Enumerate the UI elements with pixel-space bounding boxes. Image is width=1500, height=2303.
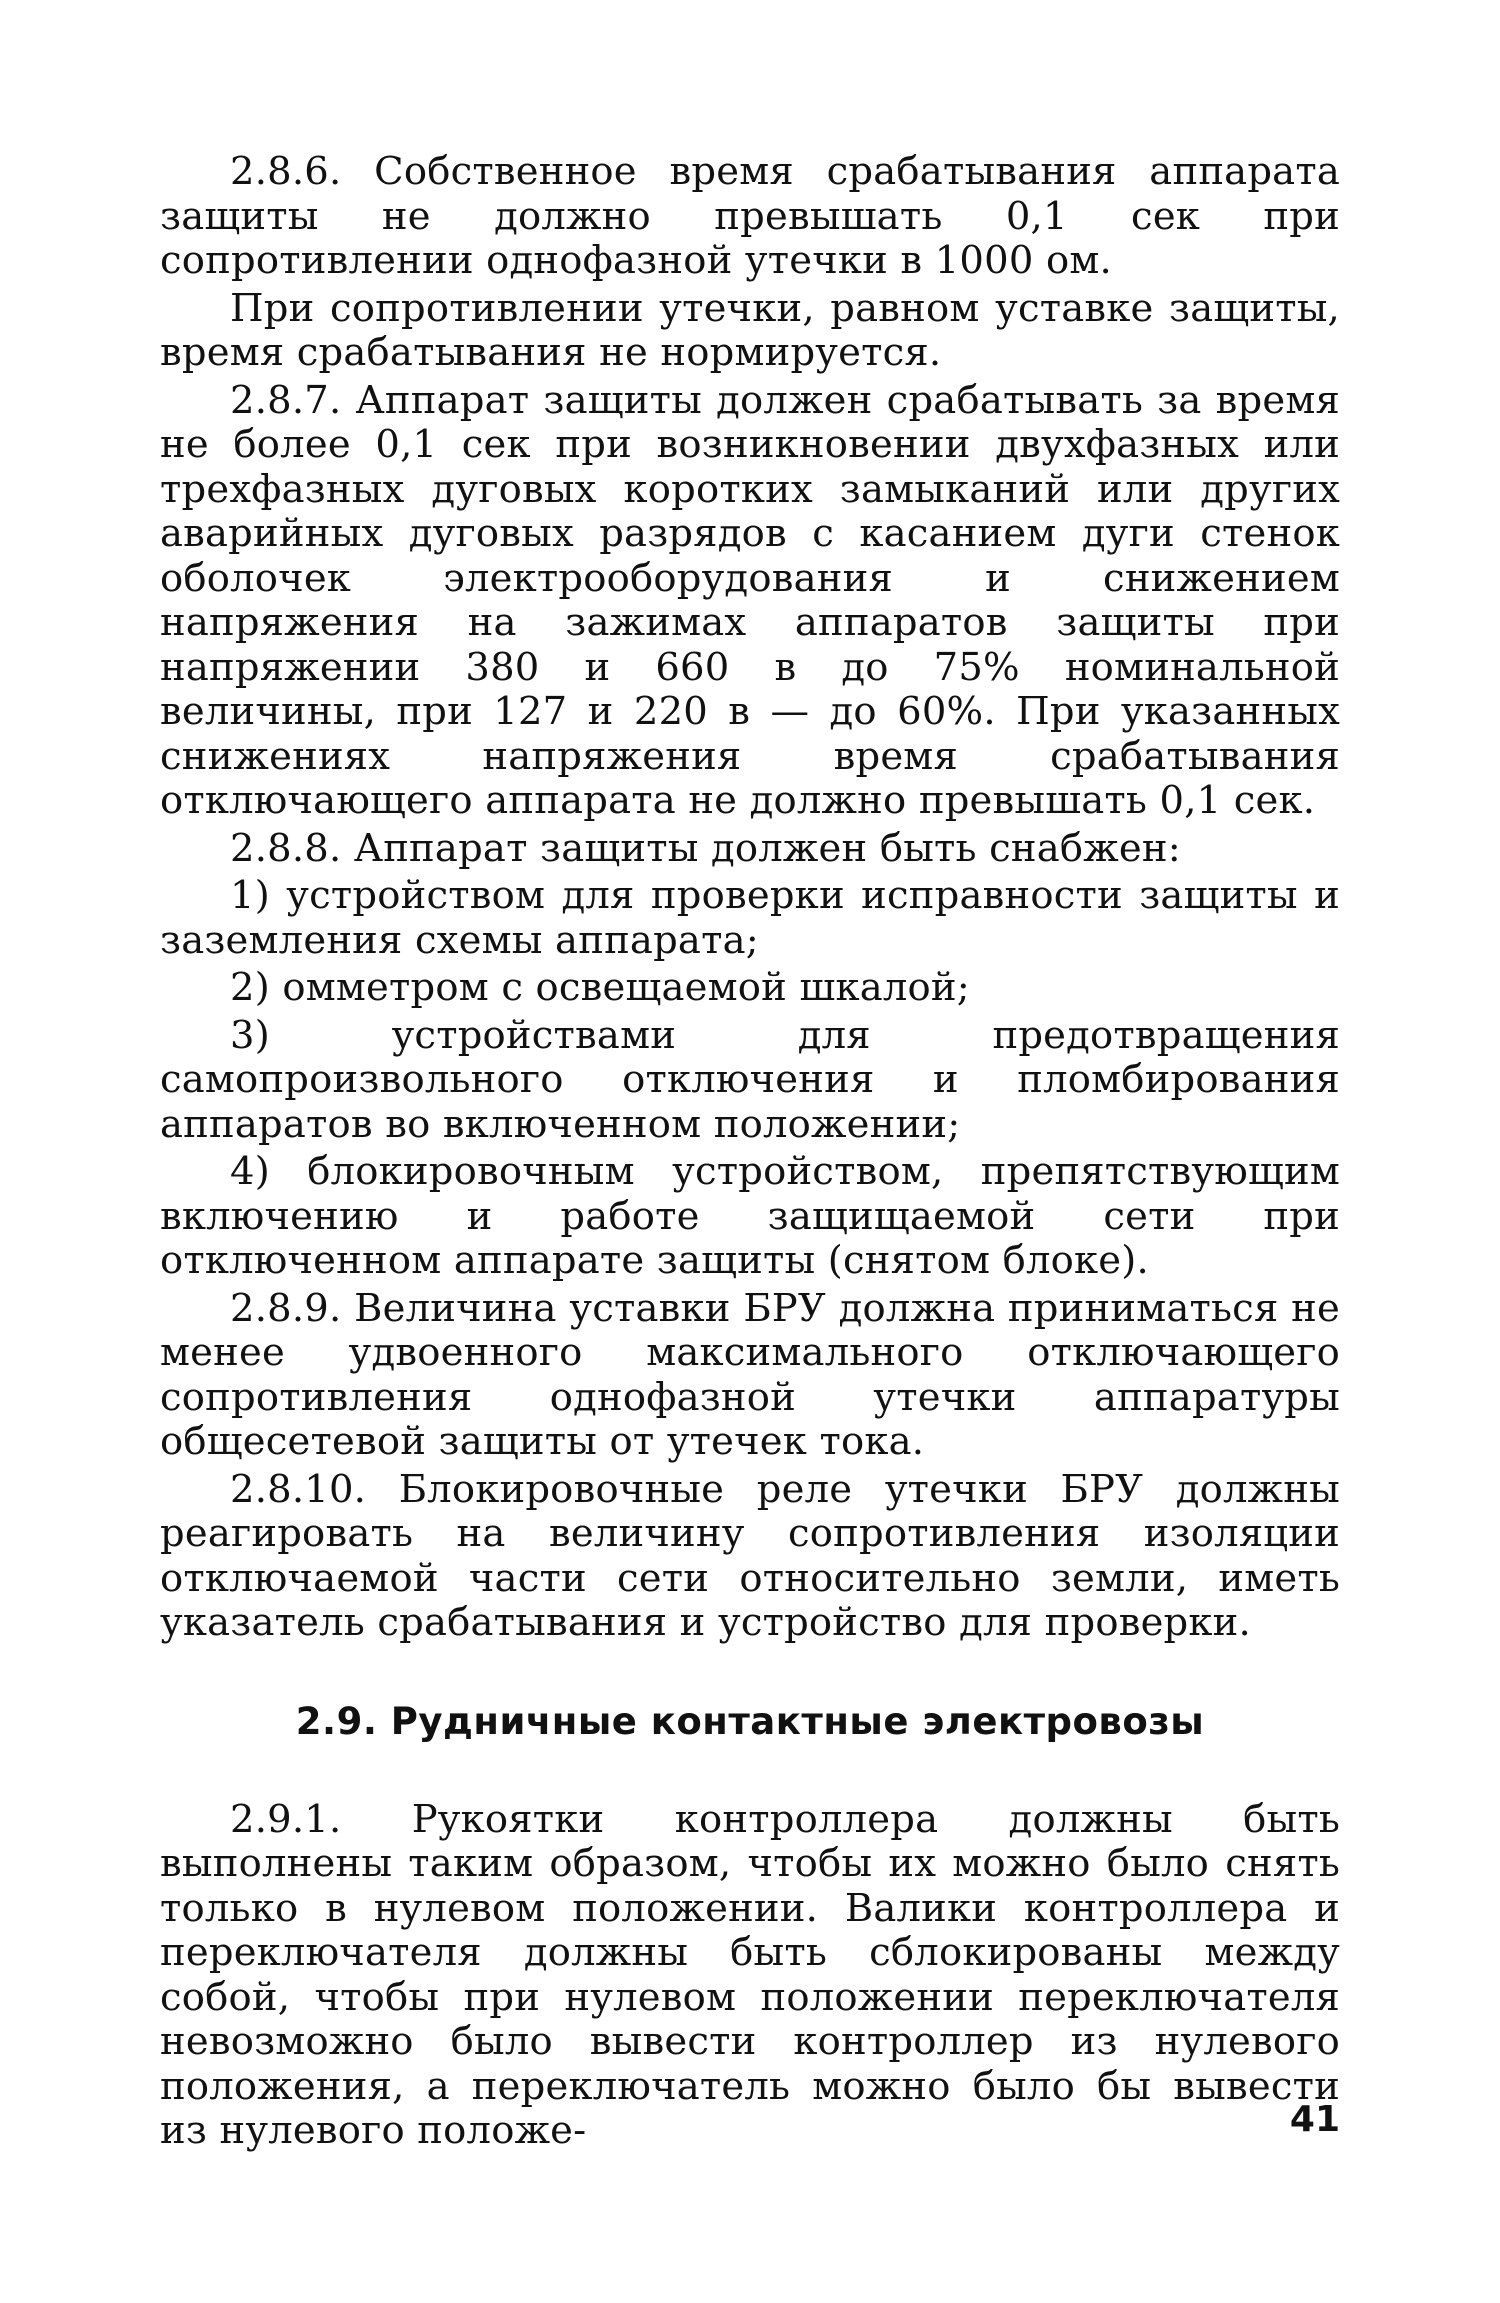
paragraph-2-8-8: 2.8.8. Аппарат защиты должен быть снабжен: — [230, 825, 1181, 871]
paragraph-2-8-7: 2.8.7. Аппарат защиты должен срабатывать за время не более 0,1 сек при возникновении двухфазных или трехфазных дуговых коротких замыканий или других аварийных дуговых разрядов с касанием дуги стенок оболочек электрооборудования и снижением напряжения на зажимах аппаратов защиты при напряжении 380 и 660 в до 75% номинальной величины, при 127 и 220 в — до 60%. При указанных снижениях напряжения время срабатывания отключающего аппарата не должно превышать 0,1 сек. — [160, 377, 1340, 823]
section-heading-2-9: 2.9. Рудничные контактные электровозы — [295, 1699, 1205, 1743]
list-item-4: 4) блокировочным устройством, препятствующим включению и работе защищаемой сети при отключенном аппарате защиты (снятом блоке). — [160, 1149, 1340, 1283]
paragraph-2-8-6: 2.8.6. Собственное время срабатывания аппарата защиты не должно превышать 0,1 сек при сопротивлении однофазной утечки в 1000 ом. — [160, 149, 1340, 283]
paragraph-leakage-resistance: При сопротивлении утечки, равном уставке защиты, время срабатывания не нормируется. — [160, 285, 1340, 375]
list-item-3: 3) устройствами для предотвращения самопроизвольного отключения и пломбирования аппаратов во включенном положении; — [160, 1012, 1340, 1147]
paragraph-2-8-9: 2.8.9. Величина уставки БРУ должна приниматься не менее удвоенного максимального отключающего сопротивления однофазной утечки аппаратуры общесетевой защиты от утечек тока. — [160, 1285, 1340, 1464]
paragraph-2-8-10: 2.8.10. Блокировочные реле утечки БРУ должны реагировать на величину сопротивления изоляции отключаемой части сети относительно земли, иметь указатель срабатывания и устройство для проверки. — [160, 1466, 1340, 1645]
page-number: 41 — [1289, 2099, 1340, 2140]
list-item-1: 1) устройством для проверки исправности защиты и заземления схемы аппарата; — [160, 873, 1340, 963]
list-item-2: 2) омметром с освещаемой шкалой; — [230, 965, 970, 1010]
paragraph-2-9-1: 2.9.1. Рукоятки контроллера должны быть выполнены таким образом, чтобы их можно было снять только в нулевом положении. Валики контроллера и переключателя должны быть сблокированы между собой, чтобы при нулевом положении переключателя невозможно было вывести контроллер из нулевого положения, а переключатель можно было бы вывести из нулевого положе- — [160, 1796, 1340, 2153]
document-page — [160, 150, 1340, 2210]
